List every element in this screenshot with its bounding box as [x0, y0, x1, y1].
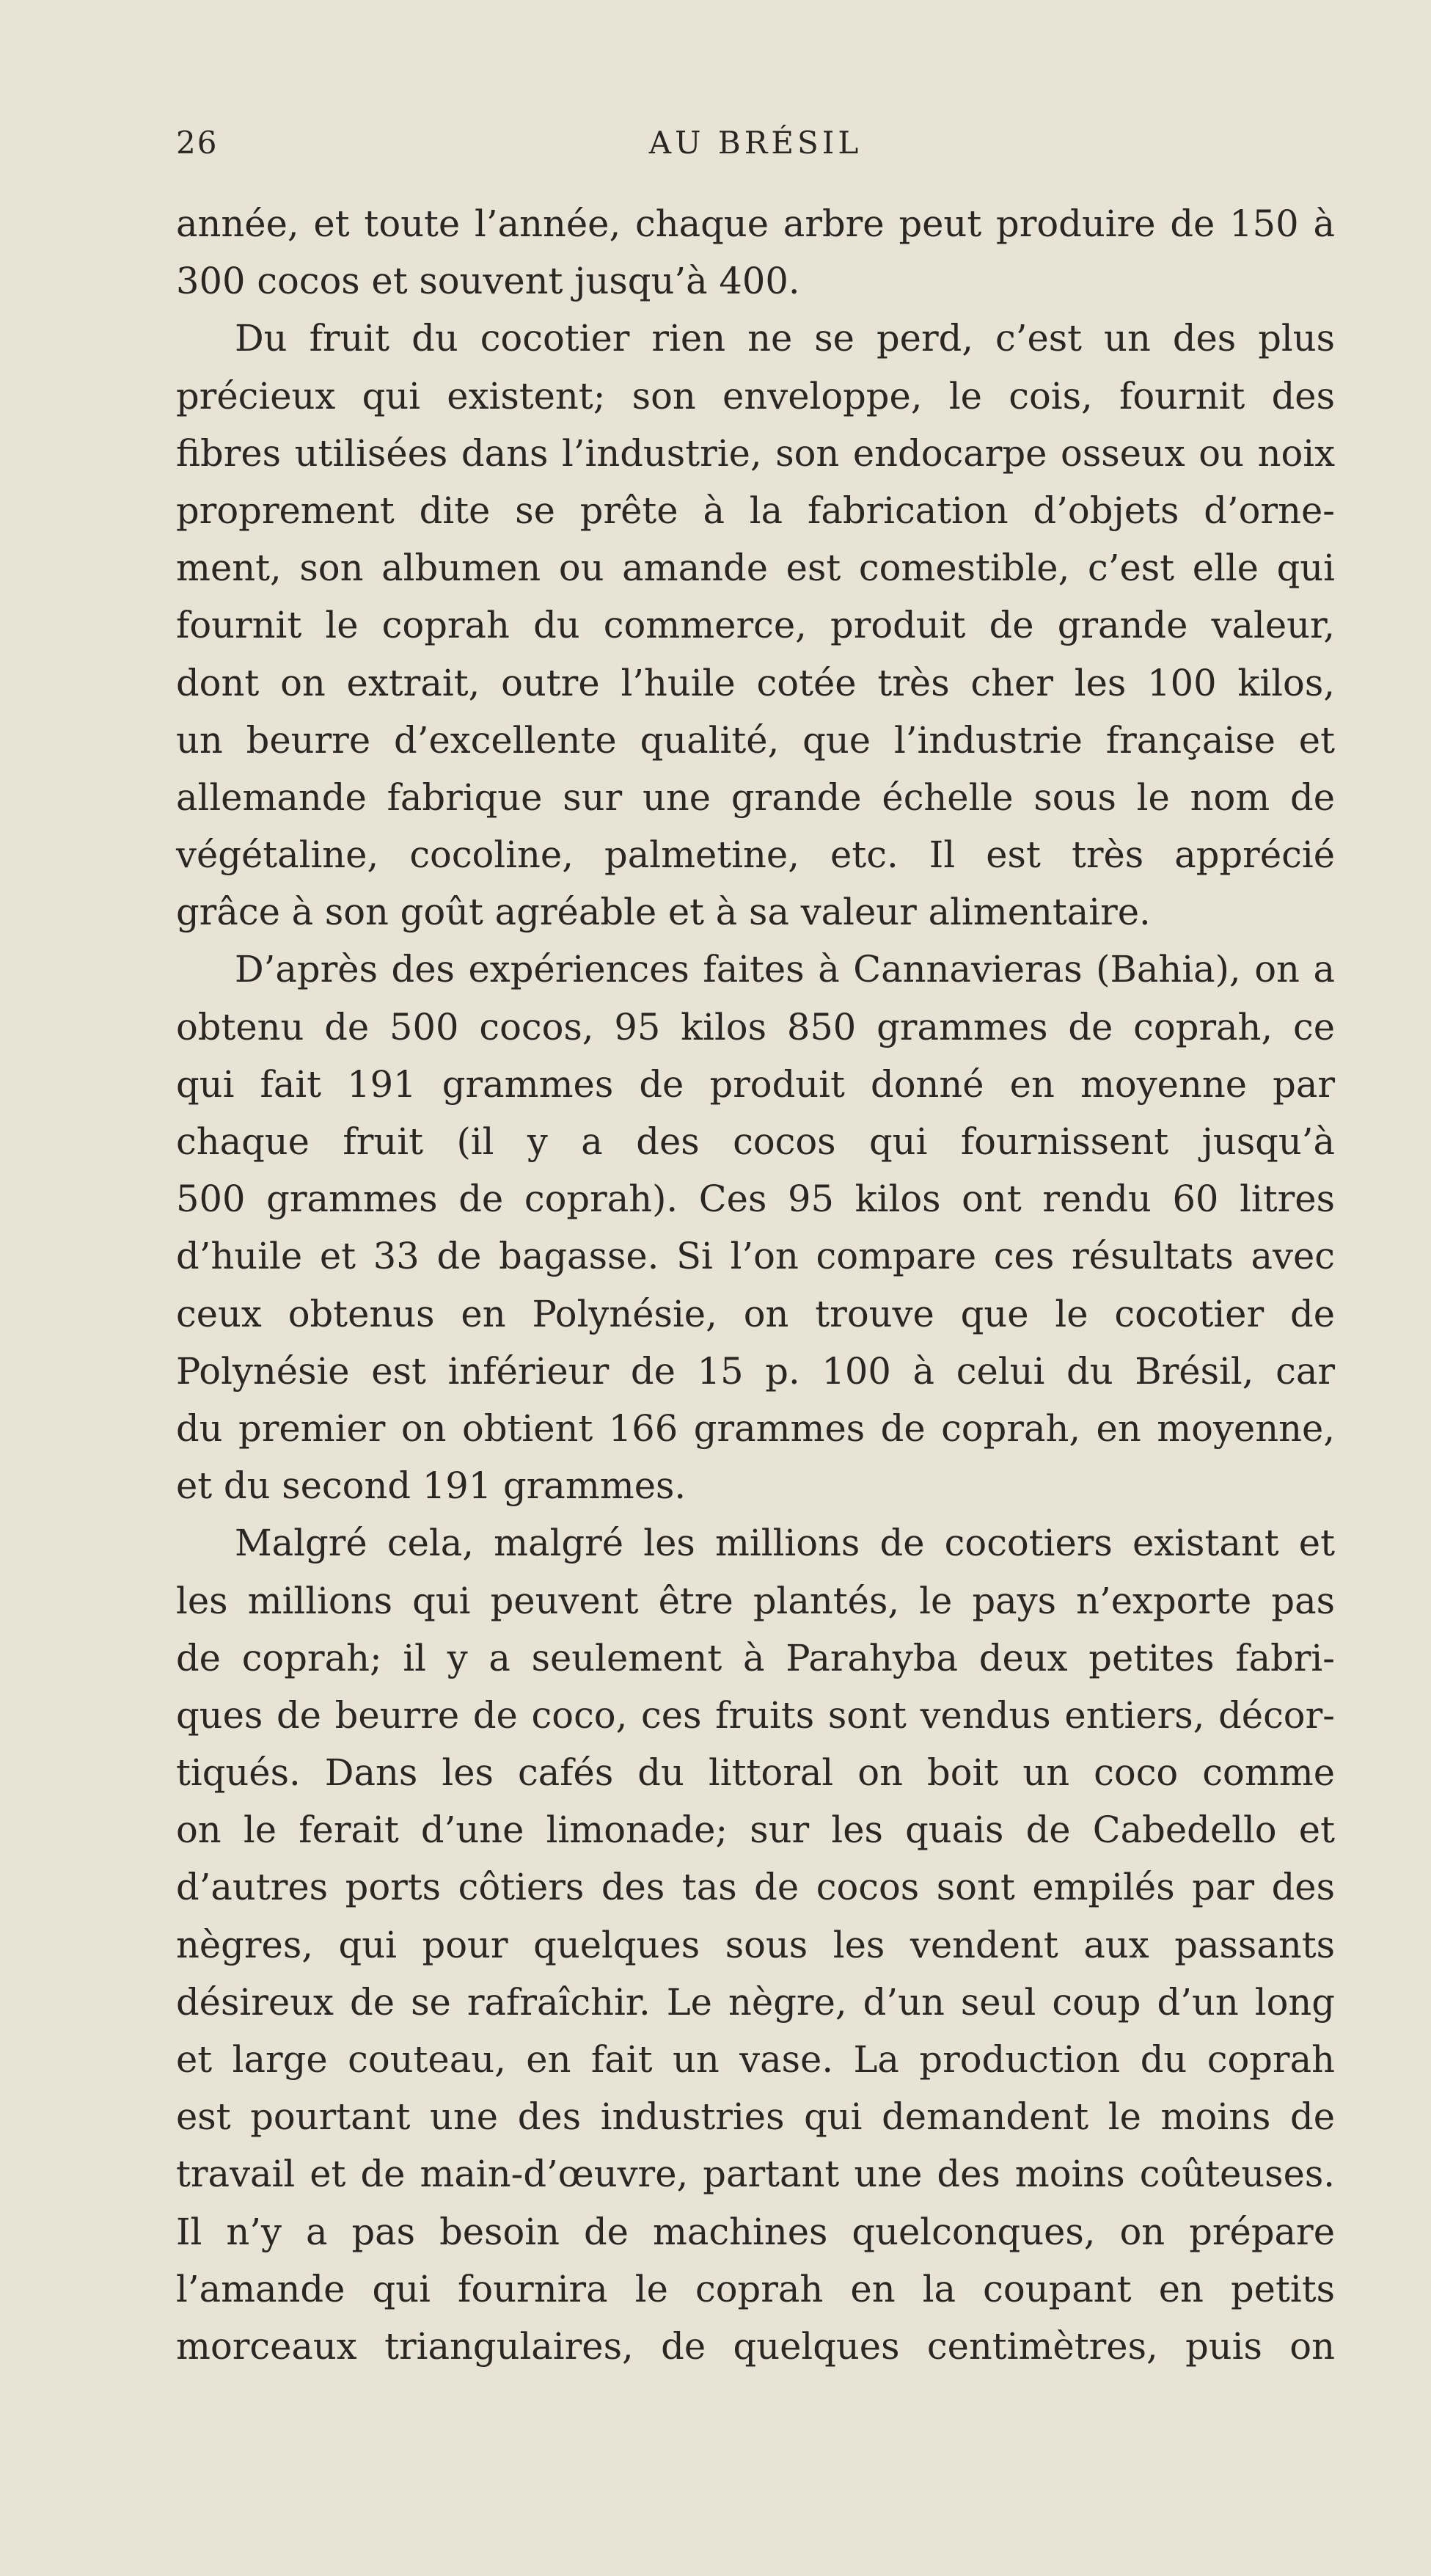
text-line: dont on extrait, outre l’huile cotée très cher les 100 kilos, — [176, 661, 1335, 704]
text-line: est pourtant une des industries qui demandent le moins de — [176, 2095, 1335, 2139]
text-line: allemande fabrique sur une grande échelle sous le nom de — [176, 776, 1335, 819]
text-line: on le ferait d’une limonade; sur les quais de Cabedello et — [176, 1809, 1335, 1852]
text-line: et large couteau, en fait un vase. La production du coprah — [176, 2038, 1335, 2081]
body-text — [176, 195, 1335, 2375]
text-line: et du second 191 grammes. — [176, 1464, 687, 1508]
paragraph-first-line: D’après des expériences faites à Cannavieras (Bahia), on a — [235, 948, 1335, 991]
text-line: d’huile et 33 de bagasse. Si l’on compare ces résultats avec — [176, 1235, 1335, 1278]
text-line: tiqués. Dans les cafés du littoral on boit un coco comme — [176, 1751, 1335, 1795]
text-line: fibres utilisées dans l’industrie, son endocarpe osseux ou noix — [176, 431, 1335, 475]
text-line: végétaline, cocoline, palmetine, etc. Il est très apprécié — [176, 833, 1335, 877]
text-line: chaque fruit (il y a des cocos qui fournissent jusqu’à — [176, 1120, 1335, 1163]
running-title: AU BRÉSIL — [648, 125, 863, 161]
page-header — [176, 125, 1335, 176]
text-line: ques de beurre de coco, ces fruits sont vendus entiers, décor- — [176, 1693, 1335, 1737]
text-line: ment, son albumen ou amande est comestible, c’est elle qui — [176, 547, 1335, 590]
text-line: 500 grammes de coprah). Ces 95 kilos ont rendu 60 litres — [176, 1178, 1335, 1221]
text-line — [176, 368, 1335, 425]
text-line: les millions qui peuvent être plantés, le pays n’exporte pas — [176, 1579, 1335, 1622]
text-line: qui fait 191 grammes de produit donné en moyenne par — [176, 1062, 1335, 1106]
paragraph-first-line: Malgré cela, malgré les millions de cocotiers existant et — [235, 1522, 1335, 1565]
text-line: travail et de main-d’œuvre, partant une des moins coûteuses. — [176, 2153, 1335, 2196]
text-line: du premier on obtient 166 grammes de coprah, en moyenne, — [176, 1406, 1335, 1450]
text-line: morceaux triangulaires, de quelques centimètres, puis on — [176, 2324, 1335, 2368]
text-line: désireux de se rafraîchir. Le nègre, d’un seul coup d’un long — [176, 1980, 1335, 2024]
page-number: 26 — [176, 125, 219, 161]
text-line: proprement dite se prête à la fabrication d’objets d’orne- — [176, 489, 1335, 532]
text-line: année, et toute l’année, chaque arbre peut produire de 150 à — [176, 202, 1335, 245]
text-line: Polynésie est inférieur de 15 p. 100 à celui du Brésil, car — [176, 1349, 1335, 1393]
text-line: grâce à son goût agréable et à sa valeur alimentaire. — [176, 891, 1151, 934]
text-line: obtenu de 500 cocos, 95 kilos 850 grammes de coprah, ce — [176, 1005, 1335, 1048]
text-line: d’autres ports côtiers des tas de cocos sont empilés par des — [176, 1866, 1335, 1909]
text-line: nègres, qui pour quelques sous les vendent aux passants — [176, 1923, 1335, 1966]
text-line: l’amande qui fournira le coprah en la coupant en petits — [176, 2267, 1335, 2310]
text-line: de coprah; il y a seulement à Parahyba deux petites fabri- — [176, 1636, 1335, 1679]
text-segment: précieux qui existent; son enveloppe, le cois, fournit des — [176, 374, 1335, 417]
text-line: fournit le coprah du commerce, produit de grande valeur, — [176, 604, 1335, 647]
text-line: 300 cocos et souvent jusqu’à 400. — [176, 260, 800, 303]
text-line: Il n’y a pas besoin de machines quelconques, on prépare — [176, 2210, 1335, 2253]
text-line: un beurre d’excellente qualité, que l’industrie française et — [176, 718, 1335, 762]
paragraph-first-line: Du fruit du cocotier rien ne se perd, c’est un des plus — [235, 317, 1335, 360]
text-line: ceux obtenus en Polynésie, on trouve que le cocotier de — [176, 1292, 1335, 1335]
